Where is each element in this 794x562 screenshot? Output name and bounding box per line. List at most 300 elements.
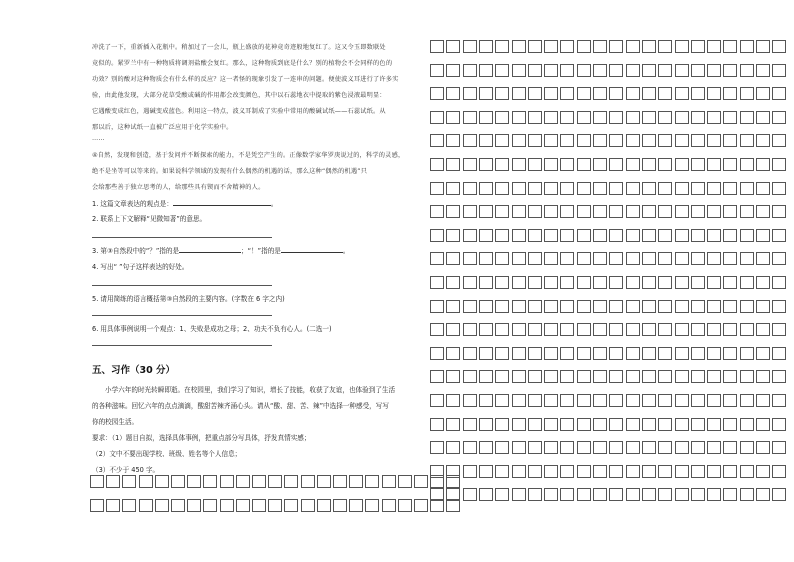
- grid-cell[interactable]: [577, 229, 591, 242]
- grid-cell[interactable]: [349, 499, 363, 512]
- grid-cell[interactable]: [544, 252, 558, 265]
- grid-cell[interactable]: [740, 40, 754, 53]
- grid-cell[interactable]: [365, 499, 379, 512]
- grid-cell[interactable]: [528, 465, 542, 478]
- grid-cell[interactable]: [740, 488, 754, 501]
- grid-cell[interactable]: [658, 347, 672, 360]
- answer-line[interactable]: [92, 237, 272, 238]
- grid-cell[interactable]: [528, 64, 542, 77]
- grid-cell[interactable]: [479, 111, 493, 124]
- grid-cell[interactable]: [560, 134, 574, 147]
- grid-cell[interactable]: [479, 205, 493, 218]
- grid-cell[interactable]: [707, 229, 721, 242]
- grid-cell[interactable]: [382, 499, 396, 512]
- grid-cell[interactable]: [577, 182, 591, 195]
- grid-cell[interactable]: [756, 134, 770, 147]
- grid-cell[interactable]: [512, 441, 526, 454]
- grid-cell[interactable]: [528, 158, 542, 171]
- grid-cell[interactable]: [691, 111, 705, 124]
- grid-cell[interactable]: [740, 418, 754, 431]
- grid-cell[interactable]: [560, 111, 574, 124]
- grid-cell[interactable]: [740, 158, 754, 171]
- answer-blank[interactable]: [173, 199, 271, 206]
- grid-cell[interactable]: [155, 475, 169, 488]
- grid-cell[interactable]: [609, 323, 623, 336]
- grid-cell[interactable]: [626, 134, 640, 147]
- grid-cell[interactable]: [560, 252, 574, 265]
- grid-cell[interactable]: [577, 394, 591, 407]
- grid-cell[interactable]: [333, 475, 347, 488]
- grid-cell[interactable]: [528, 252, 542, 265]
- grid-cell[interactable]: [171, 499, 185, 512]
- grid-cell[interactable]: [756, 182, 770, 195]
- grid-cell[interactable]: [772, 40, 786, 53]
- grid-cell[interactable]: [544, 40, 558, 53]
- grid-cell[interactable]: [544, 111, 558, 124]
- grid-cell[interactable]: [560, 323, 574, 336]
- grid-cell[interactable]: [544, 418, 558, 431]
- grid-cell[interactable]: [463, 300, 477, 313]
- grid-cell[interactable]: [723, 205, 737, 218]
- grid-cell[interactable]: [772, 418, 786, 431]
- grid-cell[interactable]: [723, 300, 737, 313]
- grid-cell[interactable]: [495, 182, 509, 195]
- grid-cell[interactable]: [658, 300, 672, 313]
- grid-cell[interactable]: [723, 441, 737, 454]
- grid-cell[interactable]: [609, 394, 623, 407]
- grid-cell[interactable]: [723, 465, 737, 478]
- grid-cell[interactable]: [707, 488, 721, 501]
- grid-cell[interactable]: [691, 418, 705, 431]
- grid-cell[interactable]: [528, 134, 542, 147]
- grid-cell[interactable]: [463, 111, 477, 124]
- grid-cell[interactable]: [626, 323, 640, 336]
- grid-cell[interactable]: [772, 465, 786, 478]
- grid-cell[interactable]: [479, 418, 493, 431]
- grid-cell[interactable]: [430, 347, 444, 360]
- grid-cell[interactable]: [430, 394, 444, 407]
- grid-cell[interactable]: [528, 182, 542, 195]
- grid-cell[interactable]: [740, 394, 754, 407]
- grid-cell[interactable]: [658, 64, 672, 77]
- grid-cell[interactable]: [106, 475, 120, 488]
- grid-cell[interactable]: [740, 205, 754, 218]
- grid-cell[interactable]: [430, 276, 444, 289]
- grid-cell[interactable]: [723, 394, 737, 407]
- grid-cell[interactable]: [609, 441, 623, 454]
- grid-cell[interactable]: [430, 300, 444, 313]
- answer-blank[interactable]: [179, 246, 241, 253]
- grid-cell[interactable]: [642, 465, 656, 478]
- grid-cell[interactable]: [560, 347, 574, 360]
- grid-cell[interactable]: [772, 441, 786, 454]
- grid-cell[interactable]: [544, 182, 558, 195]
- grid-cell[interactable]: [658, 229, 672, 242]
- grid-cell[interactable]: [691, 276, 705, 289]
- grid-cell[interactable]: [446, 488, 460, 501]
- grid-cell[interactable]: [577, 64, 591, 77]
- grid-cell[interactable]: [463, 370, 477, 383]
- grid-cell[interactable]: [528, 40, 542, 53]
- grid-cell[interactable]: [740, 276, 754, 289]
- grid-cell[interactable]: [317, 475, 331, 488]
- grid-cell[interactable]: [593, 441, 607, 454]
- grid-cell[interactable]: [658, 276, 672, 289]
- grid-cell[interactable]: [528, 488, 542, 501]
- grid-cell[interactable]: [723, 134, 737, 147]
- grid-cell[interactable]: [675, 205, 689, 218]
- grid-cell[interactable]: [463, 323, 477, 336]
- grid-cell[interactable]: [446, 465, 460, 478]
- grid-cell[interactable]: [691, 205, 705, 218]
- grid-cell[interactable]: [317, 499, 331, 512]
- grid-cell[interactable]: [691, 182, 705, 195]
- grid-cell[interactable]: [626, 182, 640, 195]
- grid-cell[interactable]: [707, 300, 721, 313]
- grid-cell[interactable]: [577, 111, 591, 124]
- grid-cell[interactable]: [707, 87, 721, 100]
- grid-cell[interactable]: [609, 205, 623, 218]
- grid-cell[interactable]: [740, 370, 754, 383]
- grid-cell[interactable]: [577, 441, 591, 454]
- grid-cell[interactable]: [756, 252, 770, 265]
- grid-cell[interactable]: [495, 205, 509, 218]
- grid-cell[interactable]: [772, 134, 786, 147]
- grid-cell[interactable]: [284, 475, 298, 488]
- grid-cell[interactable]: [139, 475, 153, 488]
- grid-cell[interactable]: [528, 347, 542, 360]
- grid-cell[interactable]: [544, 134, 558, 147]
- grid-cell[interactable]: [479, 347, 493, 360]
- grid-cell[interactable]: [414, 475, 428, 488]
- grid-cell[interactable]: [691, 87, 705, 100]
- grid-cell[interactable]: [495, 300, 509, 313]
- grid-cell[interactable]: [723, 87, 737, 100]
- grid-cell[interactable]: [740, 182, 754, 195]
- grid-cell[interactable]: [495, 111, 509, 124]
- grid-cell[interactable]: [301, 499, 315, 512]
- grid-cell[interactable]: [707, 252, 721, 265]
- grid-cell[interactable]: [446, 323, 460, 336]
- grid-cell[interactable]: [772, 276, 786, 289]
- grid-cell[interactable]: [203, 499, 217, 512]
- grid-cell[interactable]: [446, 276, 460, 289]
- grid-cell[interactable]: [495, 394, 509, 407]
- grid-cell[interactable]: [675, 252, 689, 265]
- grid-cell[interactable]: [675, 300, 689, 313]
- grid-cell[interactable]: [772, 370, 786, 383]
- grid-cell[interactable]: [723, 347, 737, 360]
- grid-cell[interactable]: [658, 370, 672, 383]
- grid-cell[interactable]: [463, 276, 477, 289]
- grid-cell[interactable]: [463, 64, 477, 77]
- grid-cell[interactable]: [528, 205, 542, 218]
- grid-cell[interactable]: [740, 323, 754, 336]
- grid-cell[interactable]: [723, 370, 737, 383]
- grid-cell[interactable]: [658, 323, 672, 336]
- grid-cell[interactable]: [658, 252, 672, 265]
- grid-cell[interactable]: [675, 441, 689, 454]
- grid-cell[interactable]: [479, 134, 493, 147]
- grid-cell[interactable]: [560, 64, 574, 77]
- grid-cell[interactable]: [675, 370, 689, 383]
- grid-cell[interactable]: [691, 64, 705, 77]
- grid-cell[interactable]: [593, 465, 607, 478]
- grid-cell[interactable]: [658, 488, 672, 501]
- grid-cell[interactable]: [430, 64, 444, 77]
- grid-cell[interactable]: [675, 418, 689, 431]
- grid-cell[interactable]: [626, 441, 640, 454]
- grid-cell[interactable]: [446, 441, 460, 454]
- grid-cell[interactable]: [512, 252, 526, 265]
- grid-cell[interactable]: [642, 64, 656, 77]
- grid-cell[interactable]: [365, 475, 379, 488]
- grid-cell[interactable]: [707, 418, 721, 431]
- grid-cell[interactable]: [463, 488, 477, 501]
- grid-cell[interactable]: [642, 182, 656, 195]
- grid-cell[interactable]: [756, 418, 770, 431]
- grid-cell[interactable]: [756, 394, 770, 407]
- grid-cell[interactable]: [446, 64, 460, 77]
- grid-cell[interactable]: [446, 347, 460, 360]
- grid-cell[interactable]: [479, 465, 493, 478]
- grid-cell[interactable]: [544, 394, 558, 407]
- grid-cell[interactable]: [90, 499, 104, 512]
- grid-cell[interactable]: [495, 252, 509, 265]
- grid-cell[interactable]: [187, 475, 201, 488]
- grid-cell[interactable]: [593, 276, 607, 289]
- grid-cell[interactable]: [691, 441, 705, 454]
- grid-cell[interactable]: [479, 182, 493, 195]
- grid-cell[interactable]: [560, 205, 574, 218]
- grid-cell[interactable]: [691, 488, 705, 501]
- grid-cell[interactable]: [268, 499, 282, 512]
- grid-cell[interactable]: [284, 499, 298, 512]
- grid-cell[interactable]: [512, 300, 526, 313]
- grid-cell[interactable]: [740, 87, 754, 100]
- grid-cell[interactable]: [642, 87, 656, 100]
- grid-cell[interactable]: [560, 394, 574, 407]
- grid-cell[interactable]: [495, 276, 509, 289]
- grid-cell[interactable]: [675, 465, 689, 478]
- grid-cell[interactable]: [333, 499, 347, 512]
- grid-cell[interactable]: [609, 300, 623, 313]
- grid-cell[interactable]: [171, 475, 185, 488]
- grid-cell[interactable]: [658, 134, 672, 147]
- grid-cell[interactable]: [740, 465, 754, 478]
- grid-cell[interactable]: [398, 499, 412, 512]
- grid-cell[interactable]: [756, 370, 770, 383]
- grid-cell[interactable]: [446, 300, 460, 313]
- grid-cell[interactable]: [479, 229, 493, 242]
- grid-cell[interactable]: [446, 40, 460, 53]
- grid-cell[interactable]: [626, 205, 640, 218]
- grid-cell[interactable]: [512, 158, 526, 171]
- grid-cell[interactable]: [577, 370, 591, 383]
- grid-cell[interactable]: [707, 323, 721, 336]
- grid-cell[interactable]: [382, 475, 396, 488]
- grid-cell[interactable]: [658, 394, 672, 407]
- grid-cell[interactable]: [479, 87, 493, 100]
- grid-cell[interactable]: [707, 111, 721, 124]
- grid-cell[interactable]: [544, 465, 558, 478]
- grid-cell[interactable]: [512, 323, 526, 336]
- grid-cell[interactable]: [772, 488, 786, 501]
- grid-cell[interactable]: [707, 441, 721, 454]
- grid-cell[interactable]: [495, 323, 509, 336]
- grid-cell[interactable]: [495, 488, 509, 501]
- grid-cell[interactable]: [740, 64, 754, 77]
- grid-cell[interactable]: [560, 87, 574, 100]
- grid-cell[interactable]: [512, 347, 526, 360]
- grid-cell[interactable]: [691, 134, 705, 147]
- grid-cell[interactable]: [446, 394, 460, 407]
- grid-cell[interactable]: [544, 300, 558, 313]
- grid-cell[interactable]: [463, 347, 477, 360]
- grid-cell[interactable]: [463, 182, 477, 195]
- grid-cell[interactable]: [740, 252, 754, 265]
- grid-cell[interactable]: [609, 418, 623, 431]
- grid-cell[interactable]: [772, 158, 786, 171]
- grid-cell[interactable]: [593, 323, 607, 336]
- grid-cell[interactable]: [756, 488, 770, 501]
- grid-cell[interactable]: [577, 252, 591, 265]
- grid-cell[interactable]: [658, 418, 672, 431]
- grid-cell[interactable]: [544, 347, 558, 360]
- grid-cell[interactable]: [723, 252, 737, 265]
- grid-cell[interactable]: [544, 64, 558, 77]
- grid-cell[interactable]: [495, 370, 509, 383]
- grid-cell[interactable]: [479, 276, 493, 289]
- grid-cell[interactable]: [642, 158, 656, 171]
- grid-cell[interactable]: [463, 205, 477, 218]
- grid-cell[interactable]: [528, 300, 542, 313]
- grid-cell[interactable]: [642, 111, 656, 124]
- grid-cell[interactable]: [626, 252, 640, 265]
- grid-cell[interactable]: [609, 229, 623, 242]
- grid-cell[interactable]: [593, 229, 607, 242]
- grid-cell[interactable]: [139, 499, 153, 512]
- grid-cell[interactable]: [430, 111, 444, 124]
- grid-cell[interactable]: [723, 488, 737, 501]
- grid-cell[interactable]: [560, 40, 574, 53]
- grid-cell[interactable]: [446, 134, 460, 147]
- grid-cell[interactable]: [723, 182, 737, 195]
- grid-cell[interactable]: [756, 111, 770, 124]
- grid-cell[interactable]: [740, 134, 754, 147]
- grid-cell[interactable]: [707, 276, 721, 289]
- grid-cell[interactable]: [593, 394, 607, 407]
- grid-cell[interactable]: [495, 465, 509, 478]
- grid-cell[interactable]: [675, 111, 689, 124]
- grid-cell[interactable]: [756, 347, 770, 360]
- grid-cell[interactable]: [528, 370, 542, 383]
- grid-cell[interactable]: [691, 300, 705, 313]
- grid-cell[interactable]: [512, 370, 526, 383]
- grid-cell[interactable]: [756, 64, 770, 77]
- grid-cell[interactable]: [772, 229, 786, 242]
- grid-cell[interactable]: [707, 158, 721, 171]
- grid-cell[interactable]: [593, 488, 607, 501]
- grid-cell[interactable]: [560, 300, 574, 313]
- grid-cell[interactable]: [675, 323, 689, 336]
- grid-cell[interactable]: [658, 40, 672, 53]
- grid-cell[interactable]: [122, 499, 136, 512]
- grid-cell[interactable]: [642, 229, 656, 242]
- grid-cell[interactable]: [544, 441, 558, 454]
- grid-cell[interactable]: [430, 488, 444, 501]
- grid-cell[interactable]: [560, 370, 574, 383]
- grid-cell[interactable]: [626, 158, 640, 171]
- grid-cell[interactable]: [512, 134, 526, 147]
- grid-cell[interactable]: [772, 300, 786, 313]
- grid-cell[interactable]: [723, 111, 737, 124]
- grid-cell[interactable]: [463, 394, 477, 407]
- grid-cell[interactable]: [463, 87, 477, 100]
- grid-cell[interactable]: [544, 370, 558, 383]
- grid-cell[interactable]: [512, 418, 526, 431]
- grid-cell[interactable]: [772, 182, 786, 195]
- grid-cell[interactable]: [756, 87, 770, 100]
- grid-cell[interactable]: [609, 40, 623, 53]
- grid-cell[interactable]: [675, 158, 689, 171]
- grid-cell[interactable]: [675, 182, 689, 195]
- grid-cell[interactable]: [707, 134, 721, 147]
- grid-cell[interactable]: [479, 441, 493, 454]
- grid-cell[interactable]: [593, 300, 607, 313]
- grid-cell[interactable]: [528, 418, 542, 431]
- grid-cell[interactable]: [642, 276, 656, 289]
- grid-cell[interactable]: [560, 276, 574, 289]
- grid-cell[interactable]: [642, 441, 656, 454]
- grid-cell[interactable]: [544, 229, 558, 242]
- grid-cell[interactable]: [642, 40, 656, 53]
- grid-cell[interactable]: [609, 465, 623, 478]
- grid-cell[interactable]: [642, 300, 656, 313]
- grid-cell[interactable]: [707, 347, 721, 360]
- grid-cell[interactable]: [675, 276, 689, 289]
- grid-cell[interactable]: [446, 229, 460, 242]
- grid-cell[interactable]: [772, 205, 786, 218]
- grid-cell[interactable]: [577, 323, 591, 336]
- grid-cell[interactable]: [349, 475, 363, 488]
- grid-cell[interactable]: [560, 182, 574, 195]
- grid-cell[interactable]: [593, 182, 607, 195]
- grid-cell[interactable]: [446, 370, 460, 383]
- grid-cell[interactable]: [642, 370, 656, 383]
- grid-cell[interactable]: [268, 475, 282, 488]
- grid-cell[interactable]: [512, 465, 526, 478]
- grid-cell[interactable]: [675, 347, 689, 360]
- grid-cell[interactable]: [577, 347, 591, 360]
- grid-cell[interactable]: [772, 394, 786, 407]
- grid-cell[interactable]: [626, 465, 640, 478]
- grid-cell[interactable]: [642, 134, 656, 147]
- grid-cell[interactable]: [772, 252, 786, 265]
- grid-cell[interactable]: [577, 465, 591, 478]
- grid-cell[interactable]: [155, 499, 169, 512]
- grid-cell[interactable]: [252, 475, 266, 488]
- grid-cell[interactable]: [430, 40, 444, 53]
- grid-cell[interactable]: [658, 441, 672, 454]
- grid-cell[interactable]: [430, 182, 444, 195]
- grid-cell[interactable]: [756, 158, 770, 171]
- grid-cell[interactable]: [495, 64, 509, 77]
- grid-cell[interactable]: [512, 229, 526, 242]
- grid-cell[interactable]: [446, 87, 460, 100]
- grid-cell[interactable]: [430, 323, 444, 336]
- grid-cell[interactable]: [691, 465, 705, 478]
